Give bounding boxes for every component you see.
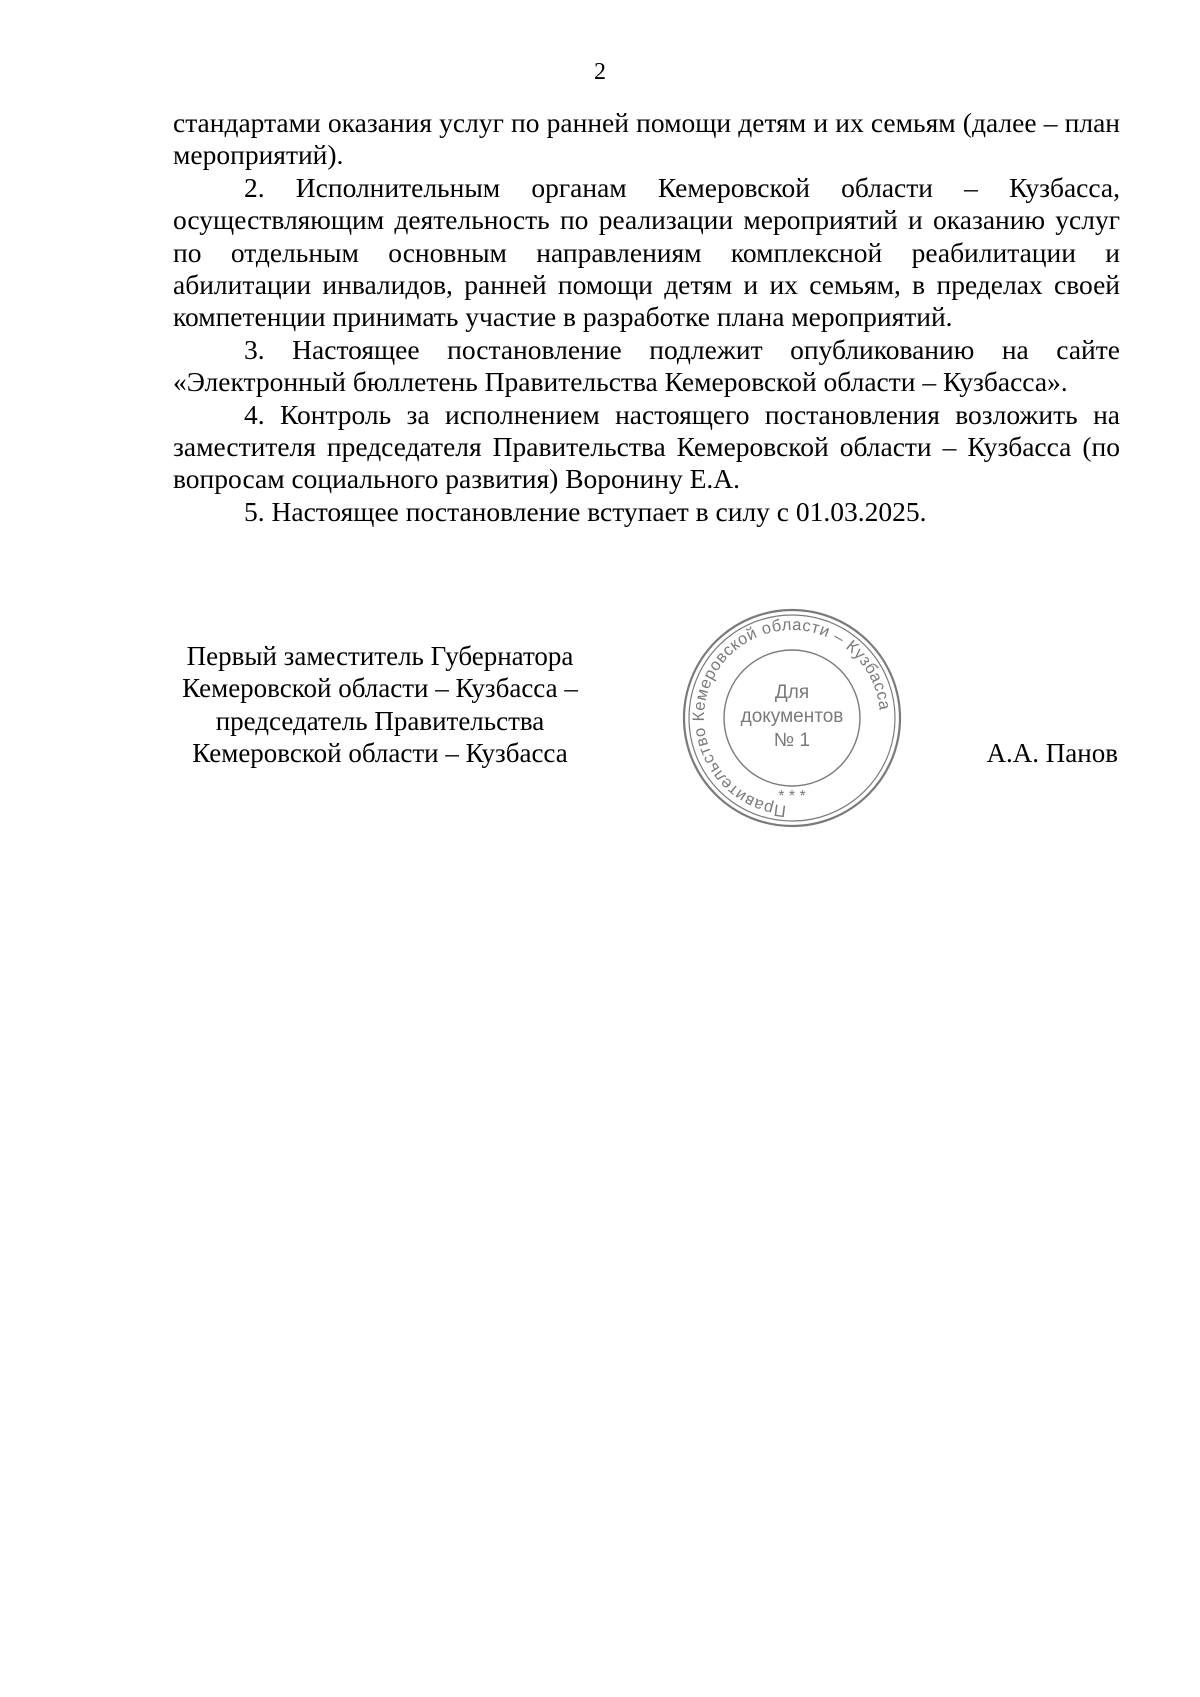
stamp-center-line-1: Для — [774, 682, 810, 703]
signer-title-line: Первый заместитель Губернатора — [186, 641, 574, 671]
stamp-stars: * * * — [778, 788, 806, 805]
paragraph-5: 5. Настоящее постановление вступает в силу с 01.03.2025. — [244, 495, 927, 527]
signer-title-line: Кемеровской области – Кузбасса — [192, 738, 568, 769]
page-number: 2 — [594, 59, 606, 85]
official-stamp — [680, 606, 904, 830]
signer-name: А.А. Панов — [986, 738, 1118, 768]
paragraph-continuation: стандартами оказания услуг по ранней помощи детям и их семьям (далее – план мероприятий). — [173, 107, 1120, 171]
signer-title-line: председатель Правительства — [215, 705, 545, 736]
signer-title — [160, 640, 600, 770]
paragraph-2: 2. Исполнительным органам Кемеровской области – Кузбасса, осуществляющим деятельность по реализации мероприятий и оказанию услуг по отдельным основным направлениям комплексной реабилитации и абилитации инвалидов, ранней помощи детям и их семьям, в пределах своей компетенции принимать участие в разработке плана мероприятий. — [173, 171, 1120, 333]
stamp-center-line-2: документов — [740, 706, 844, 727]
document-body — [173, 107, 1120, 528]
paragraph-3: 3. Настоящее постановление подлежит опубликованию на сайте «Электронный бюллетень Правительства Кемеровской области – Кузбасса». — [173, 333, 1120, 398]
stamp-center-line-3: № 1 — [773, 730, 811, 751]
stamp-ring-textpath: Правительство Кемеровской области – Кузбасса — [689, 615, 894, 820]
paragraph-4: 4. Контроль за исполнением настоящего постановления возложить на заместителя председателя Правительства Кемеровской области – Кузбасса (по вопросам социального развития) Воронину Е.А. — [173, 398, 1120, 495]
signer-title-line: Кемеровской области – Кузбасса – — [182, 673, 578, 704]
